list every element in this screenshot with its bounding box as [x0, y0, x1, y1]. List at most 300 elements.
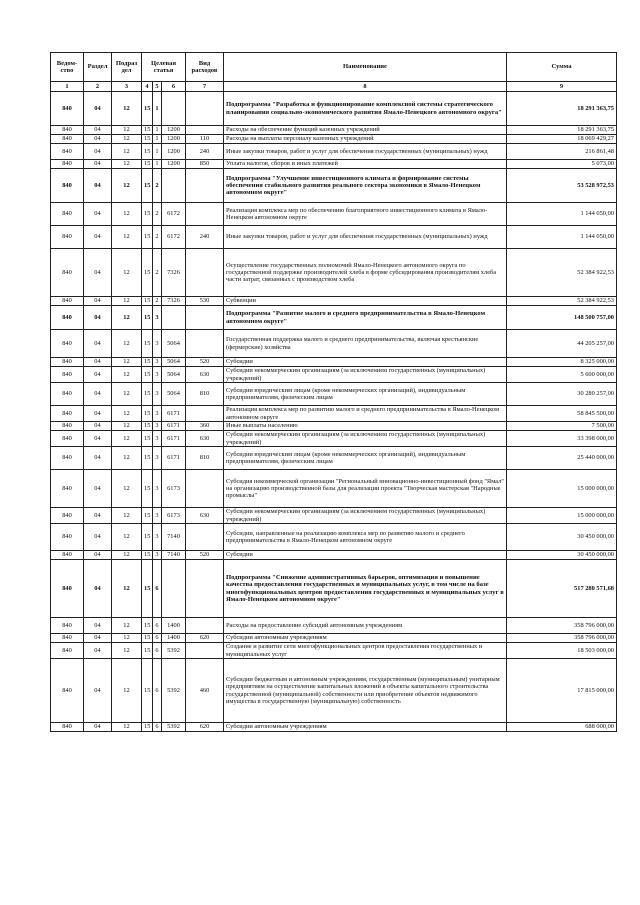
target-code-3: 5392 — [162, 643, 186, 659]
name-cell: Реализация комплекса мер по обеспечению благоприятного инвестиционного климата в Ямало-Ненецком автономном округе — [224, 203, 507, 226]
table-row — [51, 508, 617, 524]
col-number: 5 — [153, 82, 162, 92]
sum-cell: 7 500,00 — [507, 422, 617, 431]
sum-cell: 17 815 000,00 — [507, 659, 617, 723]
table-row — [51, 169, 617, 203]
target-code-2: 6 — [153, 659, 162, 723]
podrazdel-cell: 12 — [112, 470, 142, 508]
ved-cell: 840 — [51, 659, 84, 723]
target-code-1: 15 — [142, 447, 153, 470]
table-row — [51, 160, 617, 169]
table-row — [51, 203, 617, 226]
podrazdel-cell: 12 — [112, 560, 142, 618]
vid-cell: 810 — [186, 447, 224, 470]
target-code-3: 1200 — [162, 126, 186, 135]
target-code-2: 6 — [153, 634, 162, 643]
target-code-3 — [162, 560, 186, 618]
table-row — [51, 618, 617, 634]
header-summa: Сумма — [507, 53, 617, 82]
vid-cell: 520 — [186, 551, 224, 560]
podrazdel-cell: 12 — [112, 383, 142, 406]
razdel-cell: 04 — [84, 524, 112, 551]
sum-cell: 358 796 000,00 — [507, 618, 617, 634]
sum-cell: 148 500 757,00 — [507, 306, 617, 330]
target-code-3: 5064 — [162, 383, 186, 406]
target-code-1: 15 — [142, 306, 153, 330]
target-code-3: 6171 — [162, 422, 186, 431]
podrazdel-cell: 12 — [112, 618, 142, 634]
name-cell: Подпрограмма "Развитие малого и среднего предпринимательства в Ямало-Ненецком автономном округе" — [224, 306, 507, 330]
vid-cell: 630 — [186, 431, 224, 447]
vid-cell: 630 — [186, 508, 224, 524]
target-code-3: 5392 — [162, 723, 186, 732]
razdel-cell: 04 — [84, 203, 112, 226]
budget-table — [50, 52, 617, 732]
target-code-2: 3 — [153, 470, 162, 508]
table-row — [51, 723, 617, 732]
target-code-1: 15 — [142, 560, 153, 618]
name-cell: Субсидии некоммерческим организациям (за исключением государственных (муниципальных) учреждений) — [224, 367, 507, 383]
razdel-cell: 04 — [84, 249, 112, 297]
target-code-3: 7326 — [162, 297, 186, 306]
table-row — [51, 306, 617, 330]
target-code-2: 1 — [153, 135, 162, 144]
sum-cell: 517 280 571,68 — [507, 560, 617, 618]
razdel-cell: 04 — [84, 135, 112, 144]
vid-cell: 460 — [186, 659, 224, 723]
target-code-3: 1200 — [162, 135, 186, 144]
razdel-cell: 04 — [84, 383, 112, 406]
razdel-cell: 04 — [84, 126, 112, 135]
target-code-2: 3 — [153, 358, 162, 367]
sum-cell: 18 069 429,27 — [507, 135, 617, 144]
vid-cell: 520 — [186, 358, 224, 367]
target-code-3: 1400 — [162, 618, 186, 634]
header-vid-rashodov: Вид расходов — [186, 53, 224, 82]
target-code-1: 15 — [142, 358, 153, 367]
razdel-cell: 04 — [84, 634, 112, 643]
razdel-cell: 04 — [84, 92, 112, 126]
target-code-1: 15 — [142, 144, 153, 160]
vid-cell — [186, 203, 224, 226]
target-code-1: 15 — [142, 643, 153, 659]
table-row — [51, 643, 617, 659]
target-code-1: 15 — [142, 367, 153, 383]
sum-cell: 30 280 257,00 — [507, 383, 617, 406]
razdel-cell: 04 — [84, 422, 112, 431]
vid-cell — [186, 618, 224, 634]
table-row — [51, 249, 617, 297]
target-code-3: 6173 — [162, 470, 186, 508]
name-cell: Иные закупки товаров, работ и услуг для обеспечения государственных (муниципальных) нужд — [224, 226, 507, 249]
ved-cell: 840 — [51, 383, 84, 406]
name-cell: Реализация комплекса мер по развитию малого и среднего предпринимательства в Ямало-Ненецком автономном округе — [224, 406, 507, 422]
table-row — [51, 447, 617, 470]
name-cell: Расходы на обеспечение функций казенных учреждений — [224, 126, 507, 135]
razdel-cell: 04 — [84, 659, 112, 723]
target-code-1: 15 — [142, 203, 153, 226]
sum-cell: 30 450 000,00 — [507, 551, 617, 560]
podrazdel-cell: 12 — [112, 297, 142, 306]
sum-cell: 5 073,00 — [507, 160, 617, 169]
podrazdel-cell: 12 — [112, 126, 142, 135]
name-cell: Создание и развитие сети многофункциональных центров предоставления государственных и муниципальных услуг — [224, 643, 507, 659]
header-naimenovanie: Наименование — [224, 53, 507, 82]
target-code-1: 15 — [142, 634, 153, 643]
table-row — [51, 524, 617, 551]
sum-cell: 58 845 500,00 — [507, 406, 617, 422]
razdel-cell: 04 — [84, 551, 112, 560]
razdel-cell: 04 — [84, 470, 112, 508]
target-code-1: 15 — [142, 126, 153, 135]
ved-cell: 840 — [51, 422, 84, 431]
target-code-2: 2 — [153, 249, 162, 297]
col-number: 3 — [112, 82, 142, 92]
razdel-cell: 04 — [84, 643, 112, 659]
col-number: 7 — [186, 82, 224, 92]
ved-cell: 840 — [51, 470, 84, 508]
vid-cell: 530 — [186, 297, 224, 306]
table-row — [51, 92, 617, 126]
target-code-2: 1 — [153, 92, 162, 126]
sum-cell: 18 291 363,75 — [507, 126, 617, 135]
target-code-2: 3 — [153, 508, 162, 524]
sum-cell: 688 000,00 — [507, 723, 617, 732]
vid-cell — [186, 406, 224, 422]
header-row — [51, 53, 617, 82]
podrazdel-cell: 12 — [112, 551, 142, 560]
ved-cell: 840 — [51, 524, 84, 551]
name-cell: Субсидии автономным учреждениям — [224, 723, 507, 732]
sum-cell: 15 000 000,00 — [507, 470, 617, 508]
target-code-2: 1 — [153, 126, 162, 135]
ved-cell: 840 — [51, 169, 84, 203]
name-cell: Государственная поддержка малого и среднего предпринимательства, включая крестьянские (фермерские) хозяйства — [224, 330, 507, 358]
target-code-1: 15 — [142, 160, 153, 169]
podrazdel-cell: 12 — [112, 643, 142, 659]
col-number: 6 — [162, 82, 186, 92]
sum-cell: 1 144 050,00 — [507, 203, 617, 226]
name-cell: Подпрограмма "Снижение административных барьеров, оптимизация и повышение качества предоставления государственных и муниципальных услуг, в том числе на базе многофункциональных центров предоставления государственных и муниципальных услуг в Ямало-Ненецком автономном округе" — [224, 560, 507, 618]
podrazdel-cell: 12 — [112, 169, 142, 203]
target-code-2: 3 — [153, 431, 162, 447]
podrazdel-cell: 12 — [112, 406, 142, 422]
ved-cell: 840 — [51, 160, 84, 169]
ved-cell: 840 — [51, 723, 84, 732]
vid-cell — [186, 92, 224, 126]
vid-cell — [186, 524, 224, 551]
vid-cell — [186, 249, 224, 297]
vid-cell — [186, 470, 224, 508]
vid-cell: 850 — [186, 160, 224, 169]
ved-cell: 840 — [51, 508, 84, 524]
target-code-1: 15 — [142, 226, 153, 249]
name-cell: Субсидии некоммерческим организациям (за исключением государственных (муниципальных) учреждений) — [224, 431, 507, 447]
razdel-cell: 04 — [84, 169, 112, 203]
target-code-3 — [162, 92, 186, 126]
target-code-1: 15 — [142, 618, 153, 634]
vid-cell — [186, 560, 224, 618]
name-cell: Иные закупки товаров, работ и услуг для обеспечения государственных (муниципальных) нужд — [224, 144, 507, 160]
target-code-1: 15 — [142, 135, 153, 144]
target-code-3: 1400 — [162, 634, 186, 643]
razdel-cell: 04 — [84, 226, 112, 249]
target-code-1: 15 — [142, 422, 153, 431]
razdel-cell: 04 — [84, 618, 112, 634]
sum-cell: 18 503 000,00 — [507, 643, 617, 659]
target-code-2: 6 — [153, 643, 162, 659]
target-code-2: 3 — [153, 447, 162, 470]
vid-cell: 240 — [186, 144, 224, 160]
ved-cell: 840 — [51, 203, 84, 226]
ved-cell: 840 — [51, 330, 84, 358]
target-code-1: 15 — [142, 659, 153, 723]
ved-cell: 840 — [51, 447, 84, 470]
ved-cell: 840 — [51, 135, 84, 144]
target-code-3: 6171 — [162, 406, 186, 422]
ved-cell: 840 — [51, 249, 84, 297]
name-cell: Расходы на предоставление субсидий автономным учреждениям — [224, 618, 507, 634]
name-cell: Субсидии, направленные на реализацию комплекса мер по развитию малого и среднего предпринимательства в Ямало-Ненецком автономном округе — [224, 524, 507, 551]
podrazdel-cell: 12 — [112, 367, 142, 383]
ved-cell: 840 — [51, 92, 84, 126]
name-cell: Подпрограмма "Разработка и функционирование комплексной системы стратегического планирования социально-экономического развития Ямало-Ненецкого автономного округа" — [224, 92, 507, 126]
razdel-cell: 04 — [84, 330, 112, 358]
target-code-1: 15 — [142, 551, 153, 560]
vid-cell: 810 — [186, 383, 224, 406]
sum-cell: 216 861,48 — [507, 144, 617, 160]
ved-cell: 840 — [51, 560, 84, 618]
target-code-2: 1 — [153, 144, 162, 160]
podrazdel-cell: 12 — [112, 634, 142, 643]
vid-cell — [186, 126, 224, 135]
target-code-1: 15 — [142, 723, 153, 732]
ved-cell: 840 — [51, 358, 84, 367]
vid-cell — [186, 643, 224, 659]
target-code-3: 1200 — [162, 144, 186, 160]
target-code-2: 6 — [153, 723, 162, 732]
column-numbers-row — [51, 82, 617, 92]
table-row — [51, 144, 617, 160]
podrazdel-cell: 12 — [112, 92, 142, 126]
sum-cell: 44 205 257,00 — [507, 330, 617, 358]
table-body — [51, 92, 617, 732]
target-code-2: 6 — [153, 618, 162, 634]
razdel-cell: 04 — [84, 560, 112, 618]
podrazdel-cell: 12 — [112, 144, 142, 160]
ved-cell: 840 — [51, 406, 84, 422]
table-row — [51, 431, 617, 447]
name-cell: Иные выплаты населению — [224, 422, 507, 431]
sum-cell: 5 600 000,00 — [507, 367, 617, 383]
target-code-1: 15 — [142, 297, 153, 306]
target-code-2: 3 — [153, 551, 162, 560]
podrazdel-cell: 12 — [112, 249, 142, 297]
razdel-cell: 04 — [84, 723, 112, 732]
col-number: 4 — [142, 82, 153, 92]
razdel-cell: 04 — [84, 358, 112, 367]
name-cell: Осуществление государственных полномочий Ямало-Ненецкого автономного округа по государственной поддержке производителей хлеба в форме субсидирования производителям хлеба части затрат, связанных с производством хлеба — [224, 249, 507, 297]
target-code-3: 5392 — [162, 659, 186, 723]
target-code-2: 2 — [153, 297, 162, 306]
target-code-3: 6171 — [162, 431, 186, 447]
target-code-1: 15 — [142, 524, 153, 551]
podrazdel-cell: 12 — [112, 447, 142, 470]
podrazdel-cell: 12 — [112, 358, 142, 367]
name-cell: Субсидии юридическим лицам (кроме некоммерческих организаций), индивидуальным предпринимателям, физическим лицам — [224, 447, 507, 470]
table-row — [51, 551, 617, 560]
col-number: 1 — [51, 82, 84, 92]
table-row — [51, 330, 617, 358]
table-row — [51, 226, 617, 249]
ved-cell: 840 — [51, 226, 84, 249]
vid-cell: 620 — [186, 723, 224, 732]
table-row — [51, 367, 617, 383]
name-cell: Субсидии юридическим лицам (кроме некоммерческих организаций), индивидуальным предпринимателям, физическим лицам — [224, 383, 507, 406]
razdel-cell: 04 — [84, 144, 112, 160]
header-razdel: Раздел — [84, 53, 112, 82]
podrazdel-cell: 12 — [112, 226, 142, 249]
name-cell: Субсидии некоммерческим организациям (за исключением государственных (муниципальных) учреждений) — [224, 508, 507, 524]
name-cell: Субсидии — [224, 358, 507, 367]
col-number: 9 — [507, 82, 617, 92]
ved-cell: 840 — [51, 551, 84, 560]
razdel-cell: 04 — [84, 447, 112, 470]
table-row — [51, 126, 617, 135]
ved-cell: 840 — [51, 634, 84, 643]
name-cell: Субсидии автономным учреждениям — [224, 634, 507, 643]
name-cell: Субсидии — [224, 551, 507, 560]
vid-cell — [186, 306, 224, 330]
target-code-3 — [162, 169, 186, 203]
sum-cell: 30 450 000,00 — [507, 524, 617, 551]
name-cell: Подпрограмма "Улучшение инвестиционного климата и формирование системы обеспечения стабильного развития реального сектора экономики в Ямало-Ненецком автономном округе" — [224, 169, 507, 203]
header-vedomstvo: Ведом-ство — [51, 53, 84, 82]
target-code-3: 5064 — [162, 330, 186, 358]
target-code-3: 1200 — [162, 160, 186, 169]
target-code-2: 3 — [153, 367, 162, 383]
table-row — [51, 135, 617, 144]
podrazdel-cell: 12 — [112, 723, 142, 732]
name-cell: Субвенции — [224, 297, 507, 306]
vid-cell: 620 — [186, 634, 224, 643]
podrazdel-cell: 12 — [112, 306, 142, 330]
vid-cell — [186, 169, 224, 203]
target-code-2: 6 — [153, 560, 162, 618]
header-celevaya-statya: Целевая статья — [142, 53, 186, 82]
sum-cell: 358 796 000,00 — [507, 634, 617, 643]
target-code-2: 2 — [153, 226, 162, 249]
table-row — [51, 634, 617, 643]
ved-cell: 840 — [51, 431, 84, 447]
ved-cell: 840 — [51, 643, 84, 659]
target-code-1: 15 — [142, 92, 153, 126]
header-podrazdel: Подраз дел — [112, 53, 142, 82]
target-code-2: 3 — [153, 330, 162, 358]
ved-cell: 840 — [51, 618, 84, 634]
target-code-3: 7140 — [162, 524, 186, 551]
vid-cell — [186, 330, 224, 358]
target-code-2: 3 — [153, 524, 162, 551]
podrazdel-cell: 12 — [112, 422, 142, 431]
target-code-3: 6172 — [162, 203, 186, 226]
target-code-1: 15 — [142, 431, 153, 447]
podrazdel-cell: 12 — [112, 135, 142, 144]
table-row — [51, 297, 617, 306]
vid-cell: 110 — [186, 135, 224, 144]
table-row — [51, 422, 617, 431]
sum-cell: 15 000 000,00 — [507, 508, 617, 524]
table-row — [51, 358, 617, 367]
ved-cell: 840 — [51, 297, 84, 306]
razdel-cell: 04 — [84, 508, 112, 524]
table-row — [51, 659, 617, 723]
razdel-cell: 04 — [84, 431, 112, 447]
podrazdel-cell: 12 — [112, 160, 142, 169]
target-code-1: 15 — [142, 330, 153, 358]
ved-cell: 840 — [51, 126, 84, 135]
vid-cell: 360 — [186, 422, 224, 431]
target-code-2: 2 — [153, 203, 162, 226]
sum-cell: 25 440 000,00 — [507, 447, 617, 470]
razdel-cell: 04 — [84, 160, 112, 169]
sum-cell: 52 384 922,53 — [507, 297, 617, 306]
sum-cell: 1 144 050,00 — [507, 226, 617, 249]
name-cell: Субсидии бюджетным и автономным учреждениям, государственным (муниципальным) унитарным предприятиям на осуществление капитальных вложений в объекты капитального строительства государственной (муниципальной) собственности или приобретение объектов недвижимого имущества в государственную (муниципальную) собственность — [224, 659, 507, 723]
vid-cell: 240 — [186, 226, 224, 249]
target-code-3: 6171 — [162, 447, 186, 470]
razdel-cell: 04 — [84, 367, 112, 383]
ved-cell: 840 — [51, 367, 84, 383]
podrazdel-cell: 12 — [112, 508, 142, 524]
target-code-2: 3 — [153, 422, 162, 431]
target-code-2: 3 — [153, 383, 162, 406]
name-cell: Уплата налогов, сборов и иных платежей — [224, 160, 507, 169]
target-code-3 — [162, 306, 186, 330]
target-code-1: 15 — [142, 470, 153, 508]
ved-cell: 840 — [51, 306, 84, 330]
target-code-2: 3 — [153, 306, 162, 330]
target-code-3: 7326 — [162, 249, 186, 297]
podrazdel-cell: 12 — [112, 659, 142, 723]
target-code-1: 15 — [142, 508, 153, 524]
target-code-3: 7140 — [162, 551, 186, 560]
vid-cell: 630 — [186, 367, 224, 383]
target-code-3: 6173 — [162, 508, 186, 524]
col-number: 2 — [84, 82, 112, 92]
sum-cell: 8 325 000,00 — [507, 358, 617, 367]
target-code-2: 1 — [153, 160, 162, 169]
table-row — [51, 383, 617, 406]
razdel-cell: 04 — [84, 306, 112, 330]
podrazdel-cell: 12 — [112, 524, 142, 551]
target-code-3: 5064 — [162, 367, 186, 383]
name-cell: Субсидия некоммерческой организации "Региональный инновационно-инвестиционный фонд "Ямал" на организацию производственной базы для реализации проекта "Творческая мастерская "Народные промыслы" — [224, 470, 507, 508]
sum-cell: 33 398 000,00 — [507, 431, 617, 447]
ved-cell: 840 — [51, 144, 84, 160]
col-number: 8 — [224, 82, 507, 92]
name-cell: Расходы на выплаты персоналу казенных учреждений — [224, 135, 507, 144]
target-code-1: 15 — [142, 383, 153, 406]
target-code-3: 6172 — [162, 226, 186, 249]
sum-cell: 52 384 922,53 — [507, 249, 617, 297]
table-row — [51, 560, 617, 618]
target-code-1: 15 — [142, 406, 153, 422]
target-code-3: 5064 — [162, 358, 186, 367]
table-row — [51, 406, 617, 422]
target-code-2: 2 — [153, 169, 162, 203]
podrazdel-cell: 12 — [112, 330, 142, 358]
